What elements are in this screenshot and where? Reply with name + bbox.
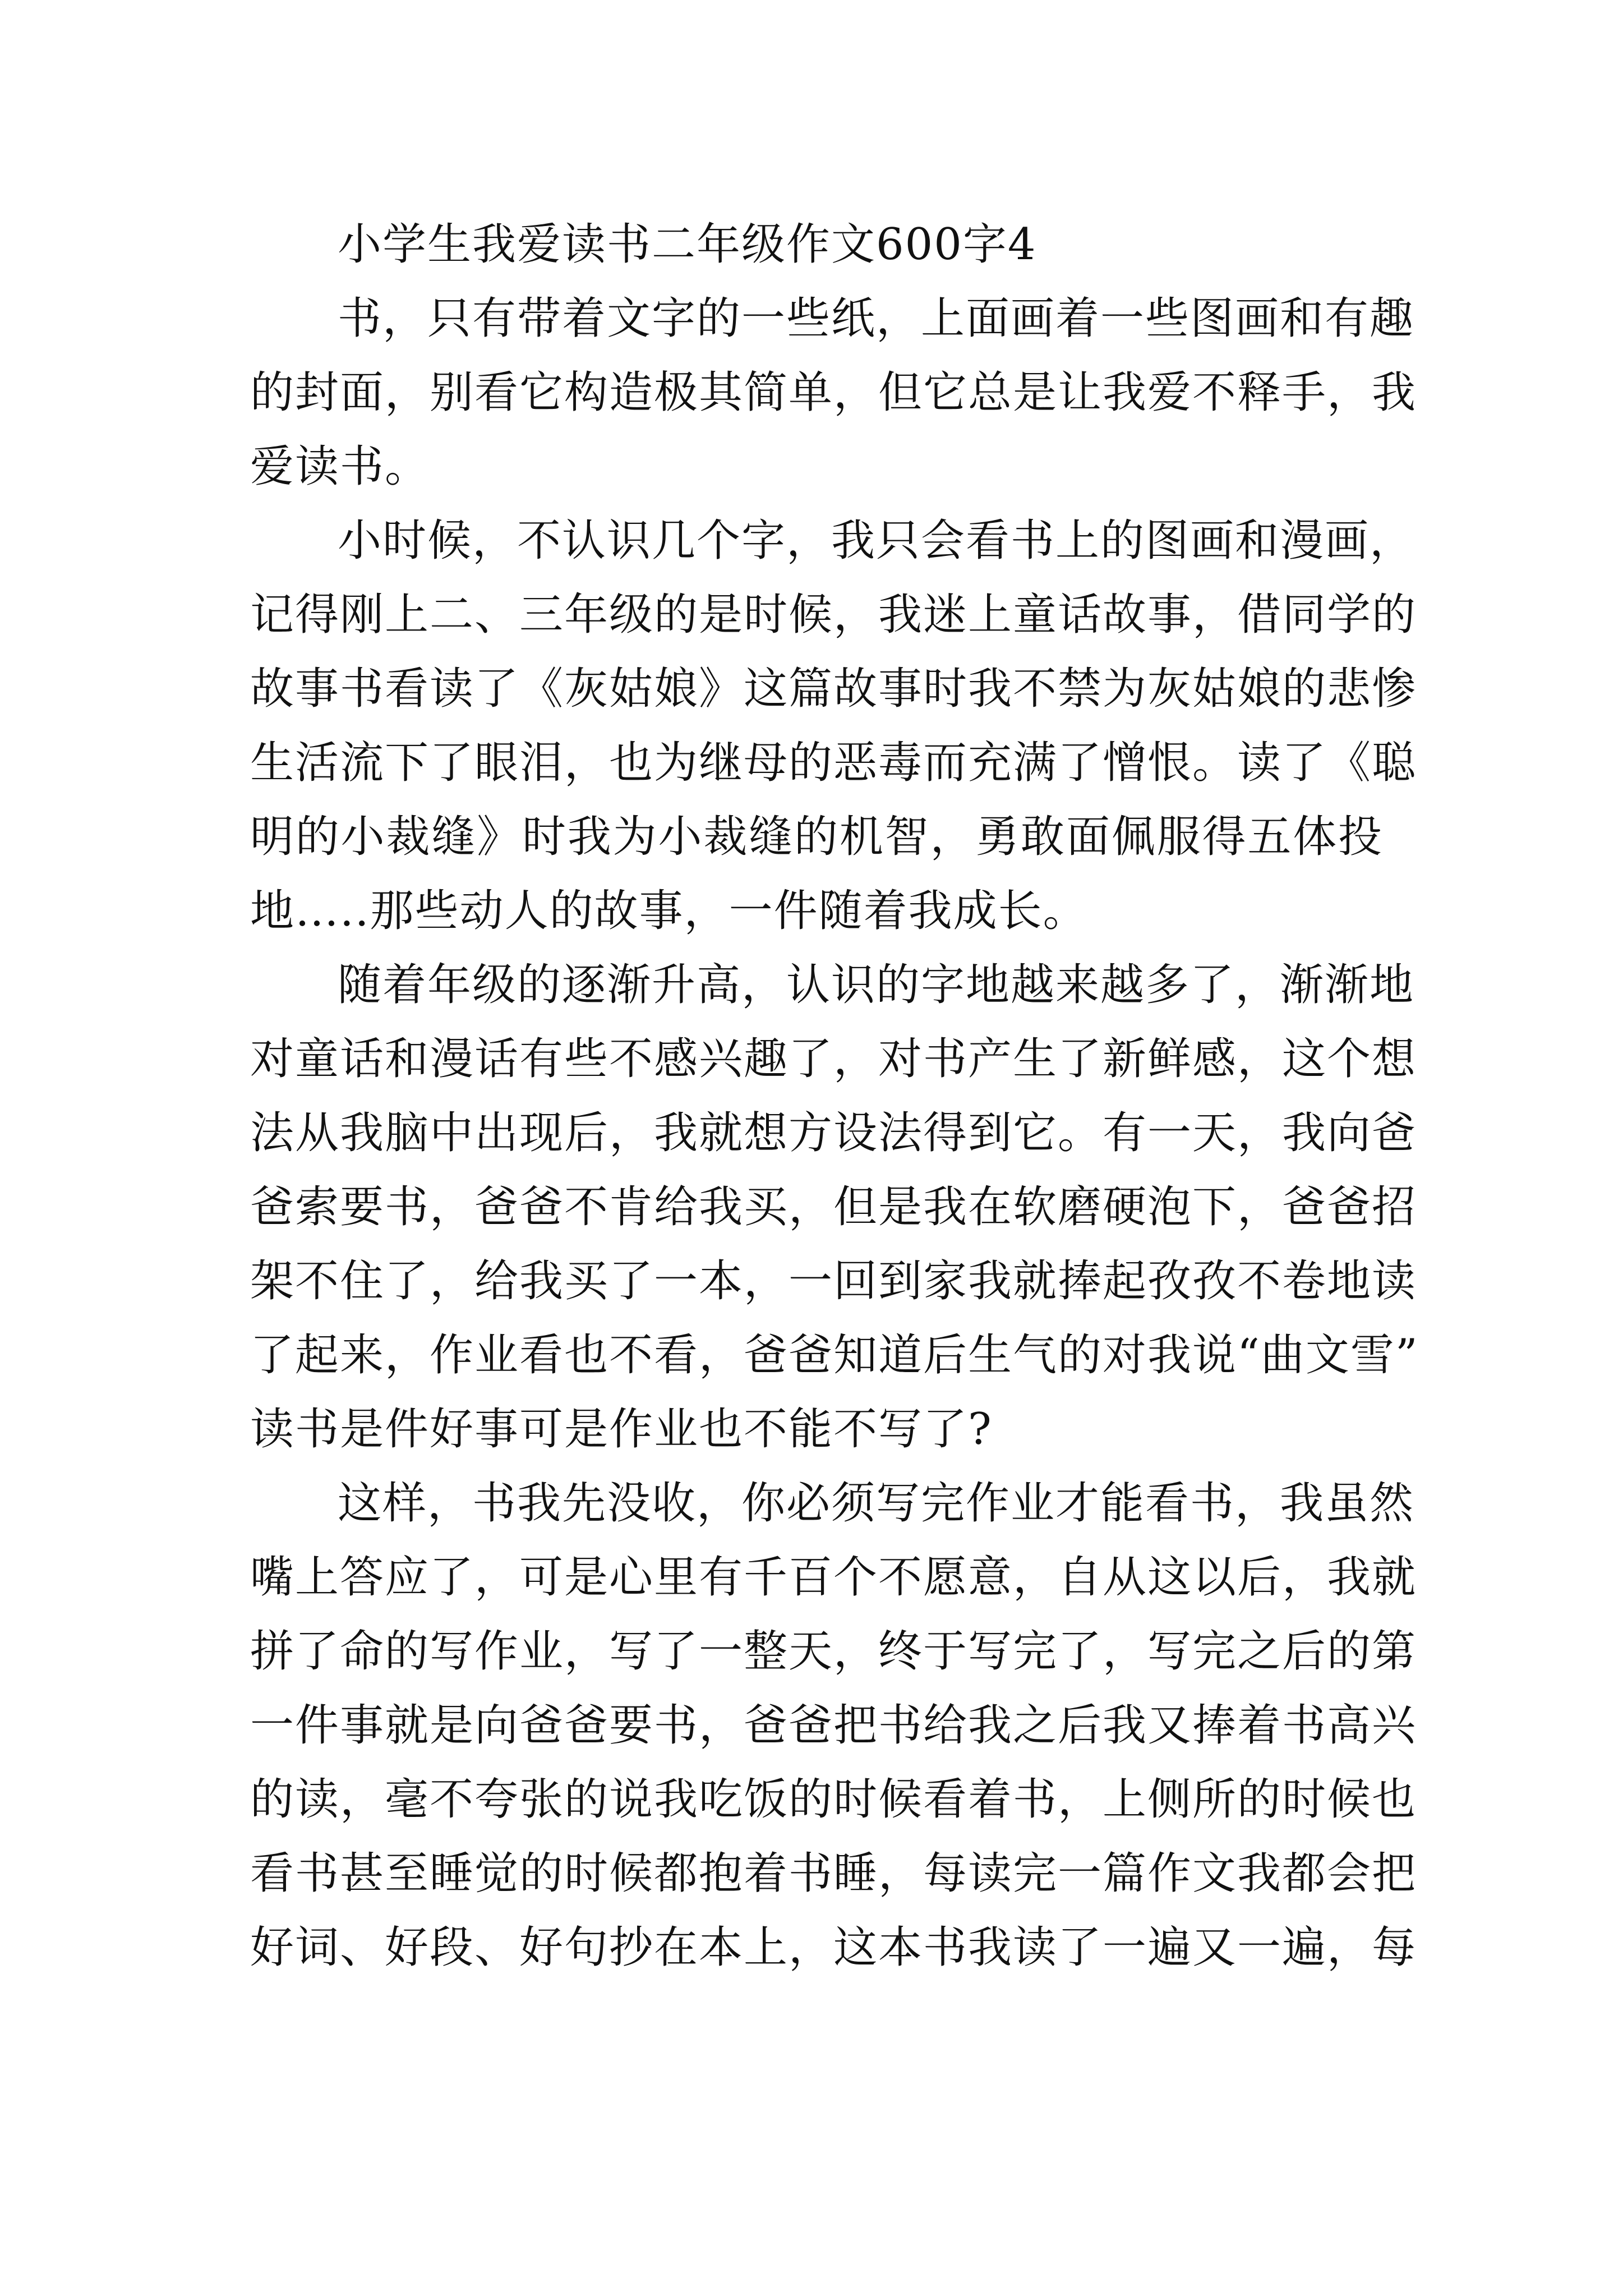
essay-title: 小学生我爱读书二年级作文600字4: [338, 219, 1037, 270]
text-line: 地…..那些动人的故事，一件随着我成长。: [250, 886, 1088, 936]
text-line: 的读，毫不夸张的说我吃饭的时候看着书，上侧所的时候也: [250, 1774, 1417, 1825]
text-line: 一件事就是向爸爸要书，爸爸把书给我之后我又捧着书高兴: [250, 1700, 1417, 1751]
text-line: 明的小裁缝》时我为小裁缝的机智，勇敢面佩服得五体投: [250, 812, 1383, 862]
text-line: 读书是件好事可是作业也不能不写了?: [250, 1404, 993, 1455]
text-line: 书，只有带着文字的一些纸，上面画着一些图画和有趣: [338, 293, 1415, 344]
text-line: 的封面，别看它构造极其简单，但它总是让我爱不释手，我: [250, 367, 1417, 418]
text-line: 法从我脑中出现后，我就想方设法得到它。有一天，我向爸: [250, 1108, 1417, 1158]
essay-body: [250, 208, 1419, 1985]
text-line: 对童话和漫话有些不感兴趣了，对书产生了新鲜感，这个想: [250, 1034, 1417, 1084]
text-line: 了起来，作业看也不看，爸爸知道后生气的对我说“曲文雪”: [250, 1330, 1419, 1381]
text-line: 爸索要书，爸爸不肯给我买，但是我在软磨硬泡下，爸爸招: [250, 1182, 1417, 1232]
text-line: 嘴上答应了，可是心里有千百个不愿意，自从这以后，我就: [250, 1552, 1417, 1603]
text-line: 拼了命的写作业，写了一整天，终于写完了，写完之后的第: [250, 1626, 1417, 1677]
text-line: 好词、好段、好句抄在本上，这本书我读了一遍又一遍，每: [250, 1922, 1417, 1973]
text-line: 爱读书。: [250, 441, 430, 492]
text-line: 随着年级的逐渐升高，认识的字地越来越多了，渐渐地: [338, 960, 1415, 1010]
text-line: 这样，书我先没收，你必须写完作业才能看书，我虽然: [338, 1478, 1415, 1529]
text-line: 故事书看读了《灰姑娘》这篇故事时我不禁为灰姑娘的悲惨: [250, 664, 1417, 714]
text-line: 生活流下了眼泪，也为继母的恶毒而充满了憎恨。读了《聪: [250, 738, 1417, 788]
text-line: 小时候，不认识几个字，我只会看书上的图画和漫画，: [338, 516, 1415, 566]
text-line: 记得刚上二、三年级的是时候，我迷上童话故事，借同学的: [250, 590, 1417, 640]
text-line: 看书甚至睡觉的时候都抱着书睡，每读完一篇作文我都会把: [250, 1848, 1417, 1899]
text-line: 架不住了，给我买了一本，一回到家我就捧起孜孜不卷地读: [250, 1256, 1417, 1306]
